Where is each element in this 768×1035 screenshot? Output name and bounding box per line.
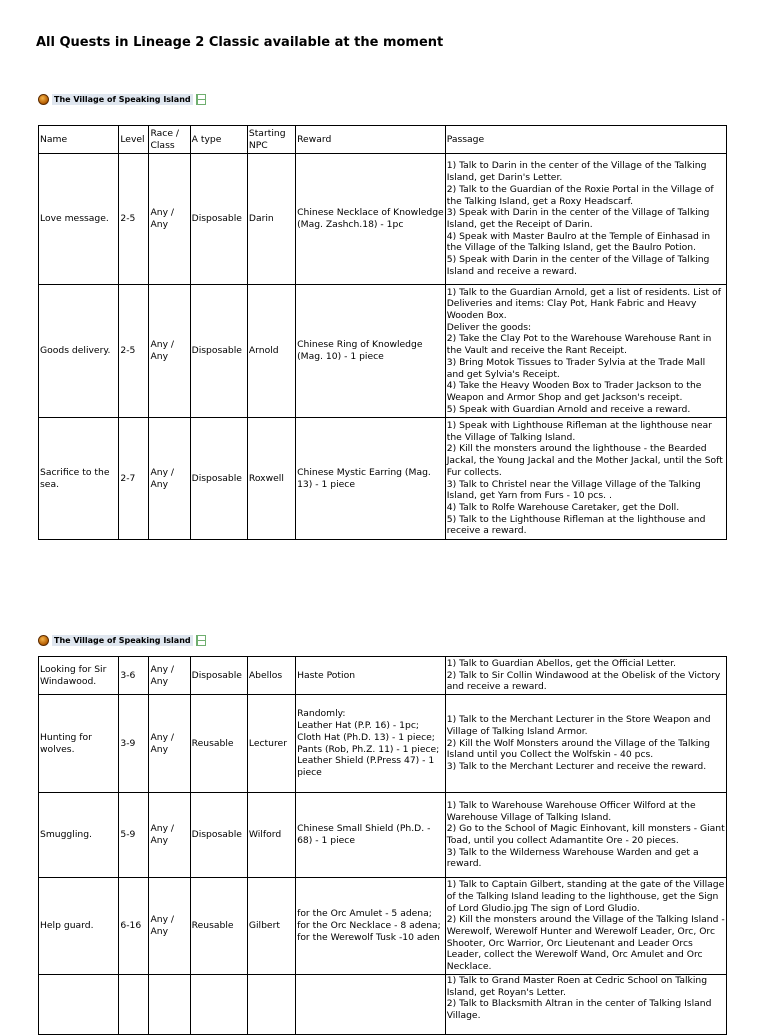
section-header (38, 91, 206, 107)
table-row (39, 285, 727, 418)
quest-passage: 1) Talk to the Guardian Arnold, get a list of residents. List of Deliveries and items: Clay Pot, Hank Fabric and Heavy Wooden Box. Deliver the goods: 2) Take the Clay Pot to the Warehouse Warehouse Rant in the Vault and receive the Rant Receipt. 3) Bring Motok Tissues to Trader Sylvia at the Trade Mall and get Sylvia's Receipt. 4) Take the Heavy Wooden Box to Trader Jackson to the Weapon and Armor Shop and get Jackson's receipt. 5) Speak with Guardian Arnold and receive a reward. (445, 285, 726, 418)
quest-name: Goods delivery. (39, 285, 119, 418)
orb-icon (38, 94, 49, 105)
quest-table (38, 125, 727, 540)
quest-level: 3-9 (119, 695, 149, 793)
page-title: All Quests in Lineage 2 Classic available at the moment (36, 35, 444, 50)
header-passage: Passage (445, 126, 726, 154)
quest-level: 5-9 (119, 793, 149, 878)
quest-name: Sacrifice to the sea. (39, 418, 119, 540)
quest-name (39, 975, 119, 1035)
section-label[interactable]: The Village of Speaking Island (54, 635, 191, 645)
quest-reward: Chinese Mystic Earring (Mag. 13) - 1 piece (296, 418, 446, 540)
quest-npc: Abellos (247, 657, 295, 695)
quest-race: Any / Any (149, 154, 190, 285)
table-header-row (39, 126, 727, 154)
quest-level: 6-16 (119, 878, 149, 975)
quest-name: Smuggling. (39, 793, 119, 878)
quest-reward: Chinese Necklace of Knowledge (Mag. Zashch.18) - 1pc (296, 154, 446, 285)
flag-icon (196, 635, 206, 646)
header-race: Race / Class (149, 126, 190, 154)
quest-name: Help guard. (39, 878, 119, 975)
quest-npc: Wilford (247, 793, 295, 878)
quest-type: Disposable (190, 154, 247, 285)
quest-reward: Chinese Small Shield (Ph.D. - 68) - 1 piece (296, 793, 446, 878)
quest-type: Disposable (190, 285, 247, 418)
table-row (39, 878, 727, 975)
quest-passage: 1) Talk to the Merchant Lecturer in the Store Weapon and Village of Talking Island Armor. 2) Kill the Wolf Monsters around the Village of the Talking Island until you Collect the Wolfskin - 40 pcs. 3) Talk to the Merchant Lecturer and receive the reward. (445, 695, 726, 793)
quest-type: Disposable (190, 793, 247, 878)
quest-passage: 1) Talk to Warehouse Warehouse Officer Wilford at the Warehouse Village of Talking Island. 2) Go to the School of Magic Einhovant, kill monsters - Giant Toad, until you collect Adamantite Ore - 20 pieces. 3) Talk to the Wilderness Warehouse Warden and get a reward. (445, 793, 726, 878)
quest-name: Hunting for wolves. (39, 695, 119, 793)
table-row (39, 695, 727, 793)
quest-type: Reusable (190, 878, 247, 975)
quest-level: 2-5 (119, 285, 149, 418)
quest-level: 3-6 (119, 657, 149, 695)
quest-passage: 1) Talk to Grand Master Roen at Cedric School on Talking Island, get Royan's Letter. 2) Talk to Blacksmith Altran in the center of Talking Island Village. (445, 975, 726, 1035)
quest-type: Disposable (190, 657, 247, 695)
quest-npc: Gilbert (247, 878, 295, 975)
quest-npc: Roxwell (247, 418, 295, 540)
table-row (39, 975, 727, 1035)
header-name: Name (39, 126, 119, 154)
header-npc: Starting NPC (247, 126, 295, 154)
quest-type (190, 975, 247, 1035)
quest-reward: Chinese Ring of Knowledge (Mag. 10) - 1 piece (296, 285, 446, 418)
quest-reward: Randomly: Leather Hat (P.P. 16) - 1pc; Cloth Hat (Ph.D. 13) - 1 piece; Pants (Rob, Ph.Z. 11) - 1 piece; Leather Shield (P.Press 47) - 1 piece (296, 695, 446, 793)
quest-reward: Haste Potion (296, 657, 446, 695)
quest-reward: for the Orc Amulet - 5 adena; for the Orc Necklace - 8 adena; for the Werewolf Tusk -10 aden (296, 878, 446, 975)
section-header (38, 632, 206, 648)
quest-type: Disposable (190, 418, 247, 540)
header-level: Level (119, 126, 149, 154)
quest-passage: 1) Speak with Lighthouse Rifleman at the lighthouse near the Village of Talking Island. 2) Kill the monsters around the lighthouse - the Bearded Jackal, the Young Jackal and the Mother Jackal, until the Soft Fur collects. 3) Talk to Christel near the Village Village of the Talking Island, get Yarn from Furs - 10 pcs. . 4) Talk to Rolfe Warehouse Caretaker, get the Doll. 5) Talk to the Lighthouse Rifleman at the lighthouse and receive a reward. (445, 418, 726, 540)
quest-level: 2-7 (119, 418, 149, 540)
quest-npc (247, 975, 295, 1035)
quest-race: Any / Any (149, 418, 190, 540)
quest-level: 2-5 (119, 154, 149, 285)
quest-race: Any / Any (149, 878, 190, 975)
quest-passage: 1) Talk to Captain Gilbert, standing at the gate of the Village of the Talking Island leading to the lighthouse, get the Sign of Lord Gludio.jpg The sign of Lord Gludio. 2) Kill the monsters around the Village of the Talking Island - Werewolf, Werewolf Hunter and Werewolf Leader, Orc, Orc Shooter, Orc Warrior, Orc Lieutenant and Leader Orcs Leader, collect the Werewolf Wand, Orc Amulet and Orc Necklace. (445, 878, 726, 975)
table-row (39, 793, 727, 878)
table-row (39, 154, 727, 285)
quest-race: Any / Any (149, 285, 190, 418)
quest-race (149, 975, 190, 1035)
quest-npc: Darin (247, 154, 295, 285)
quest-npc: Arnold (247, 285, 295, 418)
orb-icon (38, 635, 49, 646)
header-type: A type (190, 126, 247, 154)
quest-npc: Lecturer (247, 695, 295, 793)
flag-icon (196, 94, 206, 105)
quest-type: Reusable (190, 695, 247, 793)
quest-table (38, 656, 727, 1035)
quest-name: Looking for Sir Windawood. (39, 657, 119, 695)
quest-race: Any / Any (149, 793, 190, 878)
quest-name: Love message. (39, 154, 119, 285)
quest-level (119, 975, 149, 1035)
table-row (39, 418, 727, 540)
quest-race: Any / Any (149, 657, 190, 695)
quest-race: Any / Any (149, 695, 190, 793)
section-label[interactable]: The Village of Speaking Island (54, 94, 191, 104)
table-row (39, 657, 727, 695)
header-reward: Reward (296, 126, 446, 154)
quest-passage: 1) Talk to Darin in the center of the Village of the Talking Island, get Darin's Letter. 2) Talk to the Guardian of the Roxie Portal in the Village of the Talking Island, get a Roxy Headscarf. 3) Speak with Darin in the center of the Village of Talking Island, get the Receipt of Darin. 4) Speak with Master Baulro at the Temple of Einhasad in the Village of the Talking Island, get the Baulro Potion. 5) Speak with Darin in the center of the Village of Talking Island and receive a reward. (445, 154, 726, 285)
quest-passage: 1) Talk to Guardian Abellos, get the Official Letter. 2) Talk to Sir Collin Windawood at the Obelisk of the Victory and receive a reward. (445, 657, 726, 695)
quest-reward (296, 975, 446, 1035)
